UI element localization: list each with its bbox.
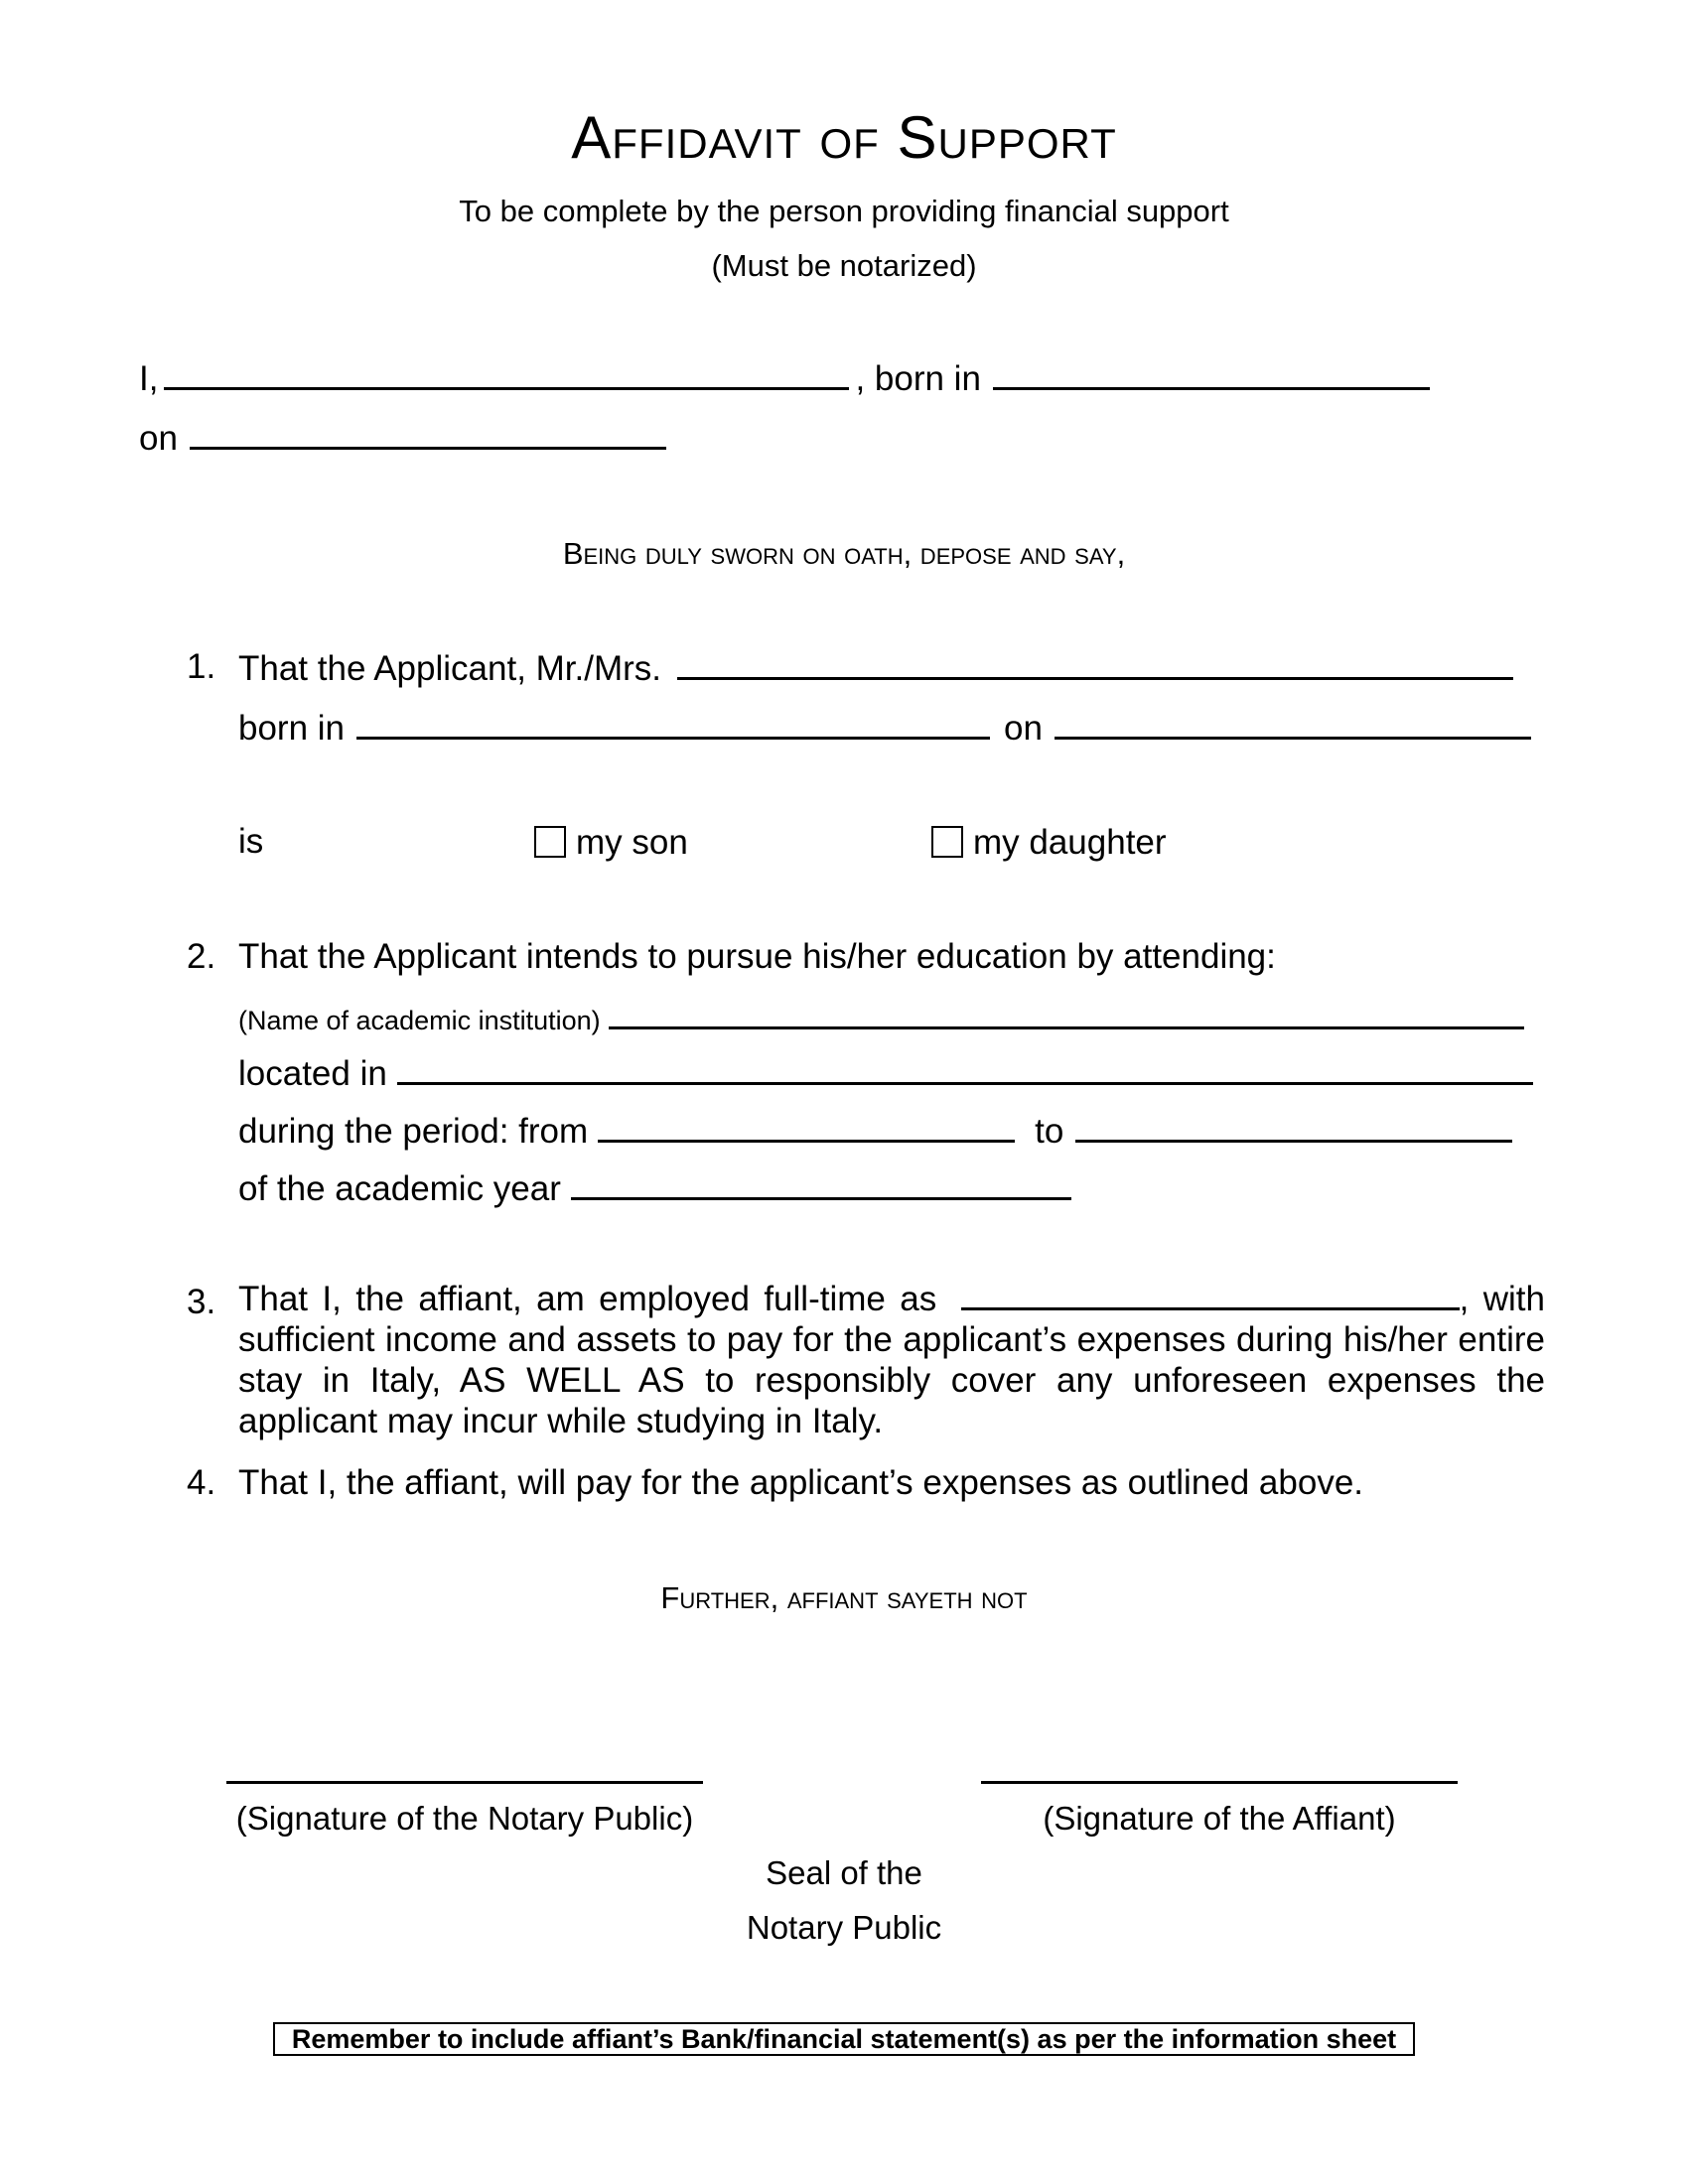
item-2-text: That the Applicant intends to pursue his/her education by attending: [238, 937, 1276, 976]
affiant-signature-label: (Signature of the Affiant) [1043, 1800, 1396, 1837]
located-in-label: located in [238, 1054, 387, 1093]
affiant-birthdate-field[interactable] [190, 417, 666, 450]
item-3-paragraph [238, 1279, 1545, 1441]
seal-label-line-1: Seal of the [766, 1854, 922, 1891]
period-to-label: to [1035, 1112, 1064, 1151]
bank-statement-reminder: Remember to include affiant’s Bank/financial statement(s) as per the information sheet [273, 2022, 1415, 2056]
item-2-line-5 [238, 1167, 1077, 1209]
item-3-text-before: That I, the affiant, am employed full-time as [238, 1280, 937, 1318]
son-label: my son [576, 823, 688, 862]
affiant-occupation-field[interactable] [961, 1282, 1460, 1310]
item-1-born-in-label: born in [238, 709, 346, 748]
intro-on-label: on [139, 419, 178, 458]
document-subtitle: To be complete by the person providing financial support [459, 194, 1229, 228]
daughter-option[interactable] [931, 822, 1167, 863]
son-option[interactable] [534, 822, 688, 863]
applicant-birthdate-field[interactable] [1055, 707, 1531, 740]
institution-name-field[interactable] [609, 997, 1524, 1029]
oath-statement: Being duly sworn on oath, depose and say, [562, 536, 1126, 571]
period-from-label: during the period: from [238, 1112, 589, 1151]
item-2-line-3 [238, 1052, 1539, 1094]
item-2-number: 2. [187, 937, 216, 976]
item-1-text: That the Applicant, Mr./Mrs. [238, 649, 661, 688]
institution-label: (Name of academic institution) [238, 1006, 601, 1035]
item-4-text: That I, the affiant, will pay for the applicant’s expenses as outlined above. [238, 1463, 1364, 1502]
applicant-birthplace-field[interactable] [356, 707, 990, 740]
period-to-field[interactable] [1075, 1110, 1512, 1143]
daughter-checkbox[interactable] [931, 826, 963, 858]
institution-location-field[interactable] [397, 1052, 1533, 1085]
item-3-text-after: , with sufficient income and assets to pay for the applicant’s expenses during his/her entire stay in Italy, AS WELL AS to responsibly cover any unforeseen expenses the applicant may incur while studying in Italy. [238, 1280, 1545, 1440]
affiant-signature-line[interactable] [981, 1781, 1458, 1784]
notarized-note: (Must be notarized) [711, 248, 977, 283]
item-1-line-2 [238, 707, 1537, 749]
period-from-field[interactable] [598, 1110, 1015, 1143]
item-1-line-1 [238, 647, 1519, 689]
academic-year-field[interactable] [571, 1167, 1071, 1200]
item-1-line-3 [238, 822, 263, 862]
notary-signature-line[interactable] [226, 1781, 703, 1784]
item-4-line [238, 1463, 1363, 1503]
affiant-birthplace-field[interactable] [993, 357, 1430, 390]
item-1-on-label: on [1004, 709, 1043, 748]
notary-signature-label: (Signature of the Notary Public) [235, 1800, 694, 1837]
academic-year-label: of the academic year [238, 1169, 561, 1208]
item-2-line-4 [238, 1110, 1518, 1152]
item-1-is-label: is [238, 822, 264, 861]
item-2-line-1 [238, 937, 1276, 977]
affiant-name-field[interactable] [164, 357, 849, 390]
item-1-number: 1. [187, 647, 216, 686]
intro-line-2 [139, 417, 672, 459]
intro-born-in-label: , born in [855, 359, 981, 398]
intro-line-1 [139, 357, 1436, 399]
son-checkbox[interactable] [534, 826, 566, 858]
closing-statement: Further, affiant sayeth not [660, 1580, 1028, 1615]
daughter-label: my daughter [973, 823, 1167, 862]
item-4-number: 4. [187, 1463, 216, 1502]
item-2-line-2 [238, 997, 1530, 1036]
intro-i-label: I, [139, 359, 159, 398]
applicant-name-field[interactable] [677, 647, 1513, 680]
document-title: Affidavit of Support [571, 104, 1117, 171]
item-3-number: 3. [187, 1283, 216, 1321]
seal-label-line-2: Notary Public [746, 1909, 942, 1946]
